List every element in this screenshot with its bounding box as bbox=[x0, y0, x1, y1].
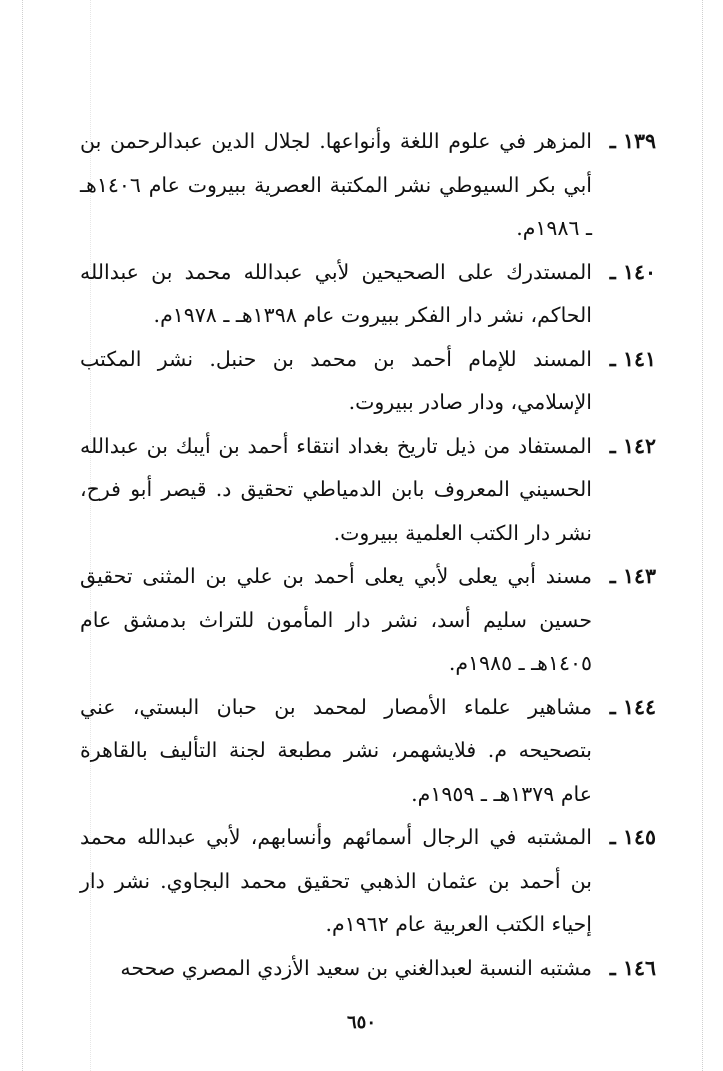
bibliography-entry-143 bbox=[80, 555, 656, 686]
entry-number: ١٣٩ ـ bbox=[609, 129, 656, 153]
entry-number: ١٤٤ ـ bbox=[609, 694, 656, 719]
bibliography-entry-141 bbox=[80, 338, 656, 425]
entry-number: ١٤٦ ـ bbox=[609, 955, 656, 980]
entry-number: ١٤٣ ـ bbox=[609, 564, 656, 588]
entry-text: المستفاد من ذيل تاريخ بغداد انتقاء أحمد بن أيبك بن عبدالله الحسيني المعروف بابن الدمياطي تحقيق د. قيصر أبو فرح، نشر دار الكتب العلمية ببيروت. bbox=[80, 433, 592, 545]
entry-text: المزهر في علوم اللغة وأنواعها. لجلال الدين عبدالرحمن بن أبي بكر السيوطي نشر المكتبة العصرية ببيروت عام ١٤٠٦هـ ـ ١٩٨٦م. bbox=[80, 129, 592, 240]
entry-number: ١٤٠ ـ bbox=[609, 259, 656, 284]
entry-number: ١٤٥ ـ bbox=[609, 825, 656, 849]
entry-text: المستدرك على الصحيحين لأبي عبدالله محمد بن عبدالله الحاكم، نشر دار الفكر ببيروت عام ١٣٩٨هـ ـ ١٩٧٨م. bbox=[80, 259, 592, 327]
bibliography-entry-142 bbox=[80, 425, 656, 556]
page-number: ٦٥٠ bbox=[346, 1012, 376, 1033]
scan-edge-mark bbox=[702, 0, 703, 1071]
entry-text: المسند للإمام أحمد بن محمد بن حنبل. نشر المكتب الإسلامي، ودار صادر ببيروت. bbox=[80, 346, 592, 414]
bibliography-entry-145 bbox=[80, 816, 656, 947]
bibliography-entry-146 bbox=[80, 947, 656, 991]
entry-number: ١٤٢ ـ bbox=[609, 433, 656, 458]
entry-number: ١٤١ ـ bbox=[609, 346, 656, 371]
entry-text: المشتبه في الرجال أسمائهم وأنسابهم، لأبي عبدالله محمد بن أحمد بن عثمان الذهبي تحقيق محمد البجاوي. نشر دار إحياء الكتب العربية عام ١٩٦٢م. bbox=[80, 825, 592, 936]
entry-text: مشاهير علماء الأمصار لمحمد بن حبان البستي، عني بتصحيحه م. فلايشهمر، نشر مطبعة لجنة التأليف بالقاهرة عام ١٣٧٩هـ ـ ١٩٥٩م. bbox=[80, 694, 592, 806]
bibliography-entry-144 bbox=[80, 686, 656, 817]
scan-edge-mark bbox=[22, 0, 23, 1071]
entry-text: مشتبه النسبة لعبدالغني بن سعيد الأزدي المصري صححه bbox=[120, 955, 592, 980]
bibliography-entry-140 bbox=[80, 251, 656, 338]
bibliography-list bbox=[80, 120, 656, 990]
entry-text: مسند أبي يعلى لأبي يعلى أحمد بن علي بن المثنى تحقيق حسين سليم أسد، نشر دار المأمون للتراث بدمشق عام ١٤٠٥هـ ـ ١٩٨٥م. bbox=[80, 564, 592, 675]
bibliography-entry-139 bbox=[80, 120, 656, 251]
